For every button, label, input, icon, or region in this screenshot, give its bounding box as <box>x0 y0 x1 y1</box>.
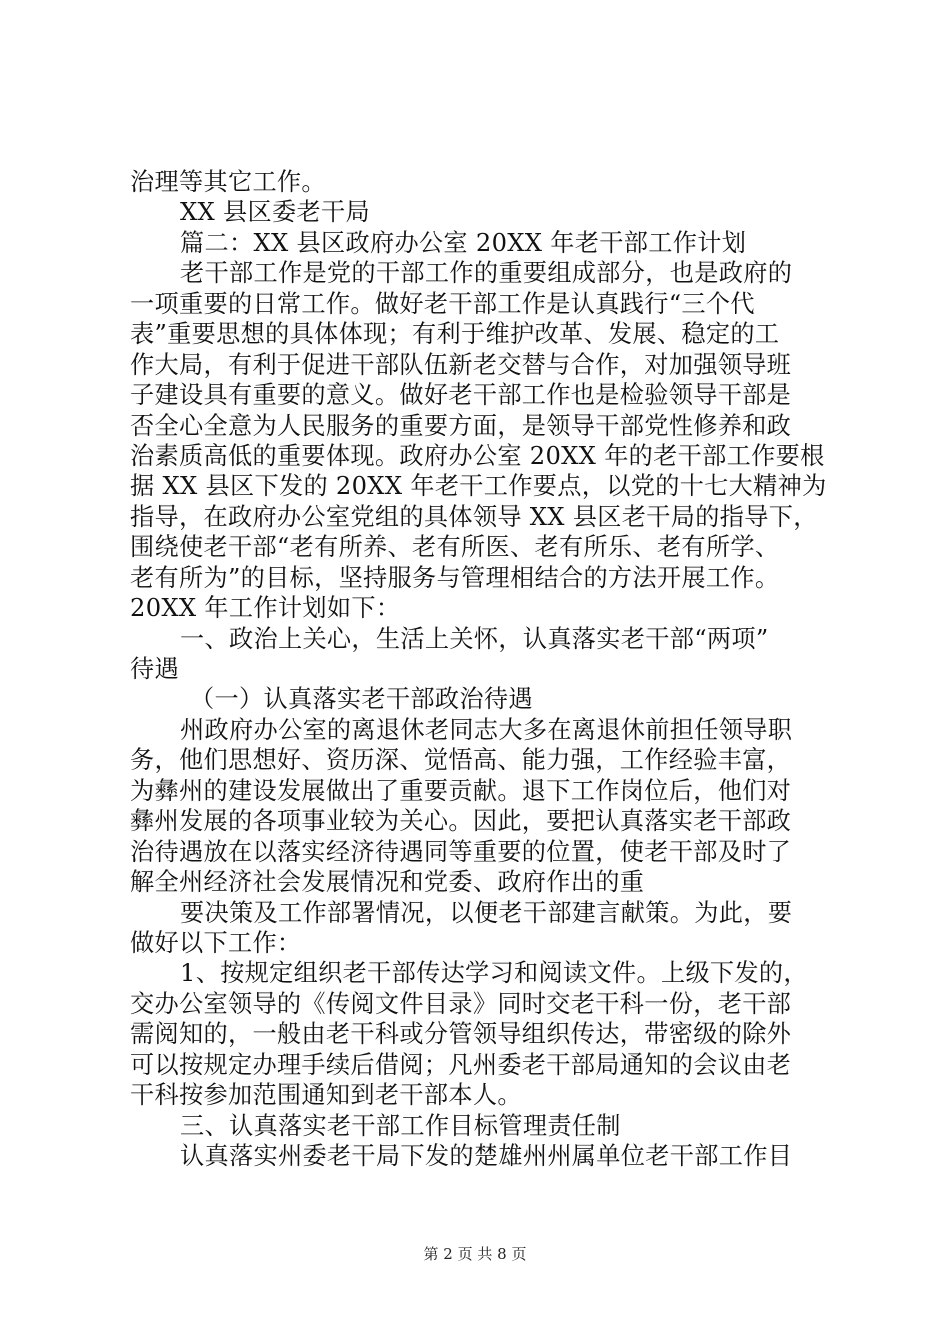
text-line: 为彝州的建设发展做出了重要贡献。退下工作岗位后，他们对 <box>130 776 792 805</box>
text-line: 老有所为”的目标，坚持服务与管理相结合的方法开展工作。 <box>130 563 780 592</box>
text-line: 治素质高低的重要体现。政府办公室 20XX 年的老干部工作要根 <box>130 441 825 470</box>
text-line: 待遇 <box>130 655 179 683</box>
text-line: 否全心全意为人民服务的重要方面，是领导干部党性修养和政 <box>130 411 792 440</box>
text-line: 围绕使老干部“老有所养、老有所医、老有所乐、老有所学、 <box>130 533 780 562</box>
text-line: 篇二：XX 县区政府办公室 20XX 年老干部工作计划 <box>180 228 747 257</box>
page-footer: 第 2 页 共 8 页 <box>423 1245 527 1263</box>
text-line: 务，他们思想好、资历深、觉悟高、能力强，工作经验丰富， <box>130 746 792 775</box>
text-line: 州政府办公室的离退休老同志大多在离退休前担任领导职 <box>180 715 793 744</box>
text-line: 20XX 年工作计划如下： <box>130 594 401 623</box>
text-line: 需阅知的，一般由老干科或分管领导组织传达，带密级的除外 <box>130 1020 792 1049</box>
text-line: 作大局，有利于促进干部队伍新老交替与合作，对加强领导班 <box>130 350 792 379</box>
text-line: 据 XX 县区下发的 20XX 年老干工作要点，以党的十七大精神为 <box>130 472 827 501</box>
text-line: （一）认真落实老干部政治待遇 <box>190 685 533 714</box>
text-line: 治待遇放在以落实经济待遇同等重要的位置，使老干部及时了 <box>130 837 792 866</box>
text-line: 治理等其它工作。 <box>130 168 326 196</box>
text-line: 做好以下工作： <box>130 928 302 957</box>
text-line: 要决策及工作部署情况，以便老干部建言献策。为此，要 <box>180 898 793 927</box>
text-line: 老干部工作是党的干部工作的重要组成部分，也是政府的 <box>180 259 793 288</box>
text-line: XX 县区委老干局 <box>180 198 370 227</box>
text-line: 三、认真落实老干部工作目标管理责任制 <box>180 1111 621 1140</box>
text-line: 可以按规定办理手续后借阅；凡州委老干部局通知的会议由老 <box>130 1050 792 1079</box>
text-line: 指导，在政府办公室党组的具体领导 XX 县区老干局的指导下， <box>130 502 818 531</box>
text-line: 彝州发展的各项事业较为关心。因此，要把认真落实老干部政 <box>130 807 792 836</box>
text-line: 认真落实州委老干局下发的楚雄州州属单位老干部工作目 <box>180 1142 793 1170</box>
text-line: 表”重要思想的具体体现；有利于维护改革、发展、稳定的工 <box>130 320 780 349</box>
text-line: 一、政治上关心，生活上关怀，认真落实老干部“两项” <box>180 624 769 653</box>
text-line: 1、按规定组织老干部传达学习和阅读文件。上级下发的， <box>180 959 808 988</box>
text-line: 交办公室领导的《传阅文件目录》同时交老干科一份，老干部 <box>130 989 792 1018</box>
text-line: 子建设具有重要的意义。做好老干部工作也是检验领导干部是 <box>130 381 792 410</box>
text-line: 干科按参加范围通知到老干部本人。 <box>130 1081 522 1110</box>
text-line: 解全州经济社会发展情况和党委、政府作出的重 <box>130 868 645 897</box>
document-body <box>130 167 850 1171</box>
text-line: 一项重要的日常工作。做好老干部工作是认真践行“三个代 <box>130 289 755 318</box>
